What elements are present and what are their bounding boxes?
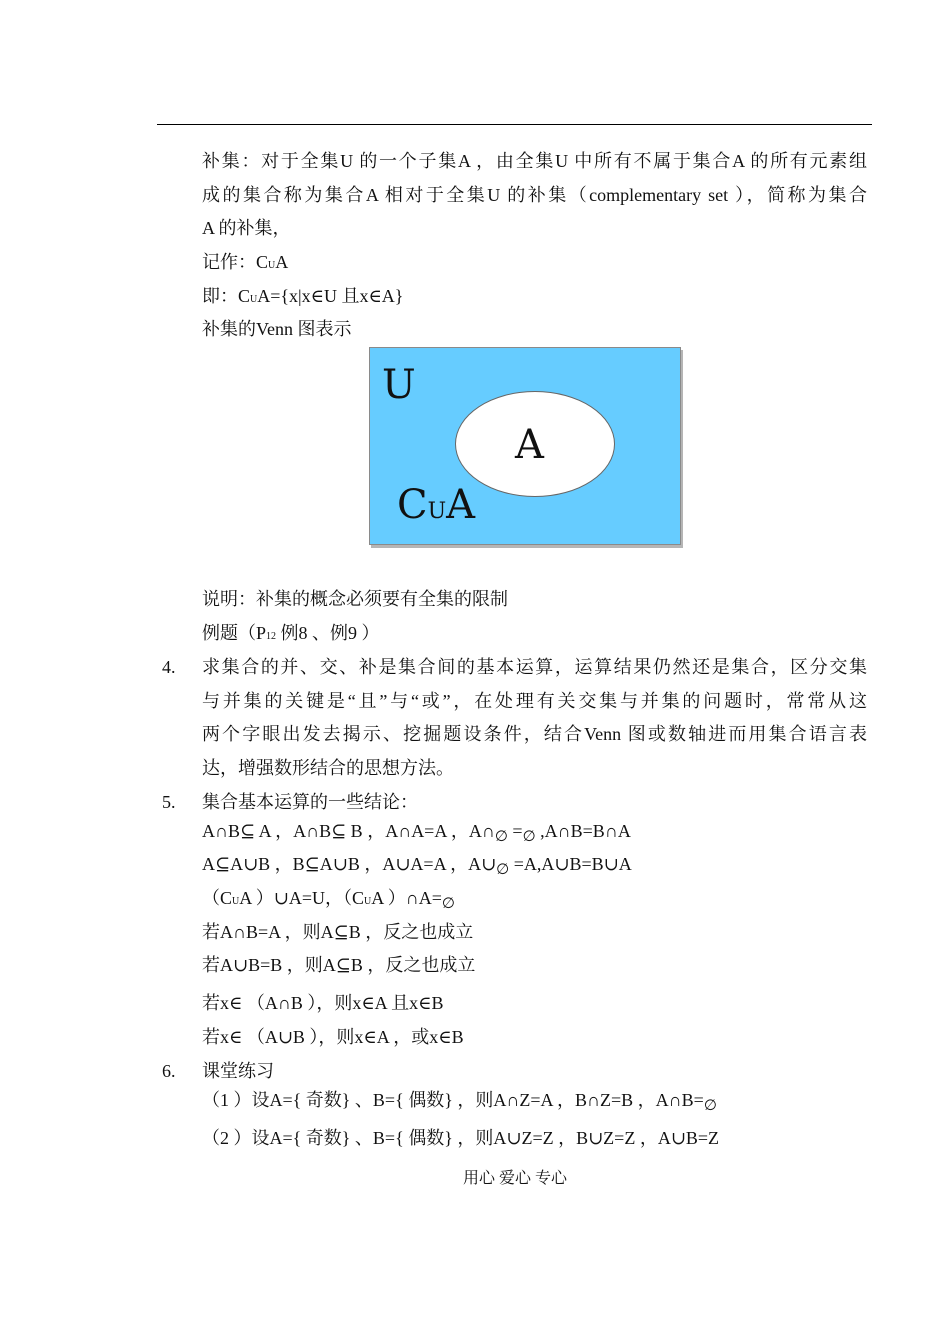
conclusion-row-3-sub-2: U	[364, 896, 372, 907]
example-subscript: 12	[266, 631, 277, 642]
venn-complement-label	[397, 482, 475, 528]
empty-set-symbol: ∅	[441, 894, 455, 912]
formula-line	[202, 284, 403, 312]
empty-set-symbol: ∅	[494, 827, 508, 845]
notation-suffix: A	[275, 252, 289, 272]
conclusion-row-1-part-b: =	[507, 821, 523, 841]
notation-subscript: U	[268, 260, 276, 271]
conclusion-row-3-sub-1: U	[232, 896, 240, 907]
notation-line	[202, 250, 288, 278]
conclusion-row-1	[202, 819, 631, 844]
exercise-2: （2 ）设A={ 奇数} 、B={ 偶数} ，则A∪Z=Z ，B∪Z=Z ，A∪B=Z	[202, 1128, 720, 1148]
venn-complement-sub: U	[427, 499, 447, 524]
example-prefix: 例题（P	[202, 623, 267, 643]
item-4-line-2: 与并集的关键是“且”与“或”，在处理有关交集与并集的问题时，常常从这	[202, 691, 867, 711]
conclusion-row-2-part-b: =A,A∪B=B∪A	[509, 854, 632, 874]
formula-subscript: U	[250, 294, 258, 305]
definition-line-3: A 的补集，	[202, 218, 291, 238]
page-footer: 用心 爱心 专心	[462, 1170, 567, 1187]
conclusion-row-4: 若A∩B=A ，则A⊆B ，反之也成立	[202, 922, 474, 942]
item-4-number: 4.	[162, 657, 176, 677]
venn-complement-a: A	[446, 482, 476, 528]
item-5-number: 5.	[162, 792, 176, 812]
example-suffix: 例8 、例9 ）	[276, 623, 380, 643]
definition-line-1: 补集：对于全集U 的一个子集A ，由全集U 中所有不属于集合A 的所有元素组	[202, 151, 867, 171]
conclusion-row-1-part-a: A∩B⊆ A ，A∩B⊆ B ，A∩A=A ，A∩	[202, 821, 495, 841]
header-rule	[157, 124, 872, 125]
formula-suffix: A={x|x∈U 且x∈A}	[257, 286, 404, 306]
empty-set-symbol: ∅	[703, 1096, 717, 1114]
item-6-title: 课堂练习	[202, 1061, 274, 1081]
conclusion-row-6: 若x∈ （A∩B ），则x∈A 且x∈B	[202, 993, 444, 1013]
venn-universe-label: U	[382, 362, 416, 408]
conclusion-row-7: 若x∈ （A∪B ），则x∈A ，或x∈B	[202, 1027, 464, 1047]
item-4-line-1: 求集合的并、交、补是集合间的基本运算，运算结果仍然还是集合，区分交集	[202, 657, 867, 677]
example-reference	[202, 621, 380, 649]
venn-set-label: A	[515, 422, 544, 468]
item-4-line-4: 达，增强数形结合的思想方法。	[202, 758, 454, 778]
conclusion-row-2-part-a: A⊆A∪B ，B⊆A∪B ，A∪A=A ，A∪	[202, 854, 497, 874]
venn-complement-c: C	[397, 482, 428, 528]
conclusion-row-5: 若A∪B=B ，则A⊆B ，反之也成立	[202, 955, 476, 975]
conclusion-row-3-part-a: （C	[202, 888, 233, 908]
conclusion-row-1-part-c: ,A∩B=B∩A	[535, 821, 631, 841]
note-text: 说明：补集的概念必须要有全集的限制	[202, 589, 508, 609]
venn-caption: 补集的Venn 图表示	[202, 319, 352, 339]
item-6-number: 6.	[162, 1061, 176, 1081]
exercise-1	[202, 1088, 717, 1113]
conclusion-row-3	[202, 886, 455, 914]
conclusion-row-2	[202, 852, 632, 877]
venn-diagram	[369, 347, 681, 545]
conclusion-row-3-part-c: A ）∩A=	[371, 888, 442, 908]
exercise-1-text: （1 ）设A={ 奇数} 、B={ 偶数} ，则A∩Z=A ，B∩Z=B ，A∩B=	[202, 1090, 704, 1110]
notation-prefix: 记作：C	[202, 252, 269, 272]
item-5-title: 集合基本运算的一些结论：	[202, 792, 418, 812]
empty-set-symbol: ∅	[496, 860, 510, 878]
empty-set-symbol: ∅	[522, 827, 536, 845]
formula-prefix: 即：C	[202, 286, 251, 306]
item-4-line-3: 两个字眼出发去揭示、挖掘题设条件，结合Venn 图或数轴进而用集合语言表	[202, 724, 867, 744]
definition-line-2: 成的集合称为集合A 相对于全集U 的补集（complementary set ），简称为集合	[202, 185, 867, 205]
conclusion-row-3-part-b: A ）∪A=U，（C	[239, 888, 364, 908]
